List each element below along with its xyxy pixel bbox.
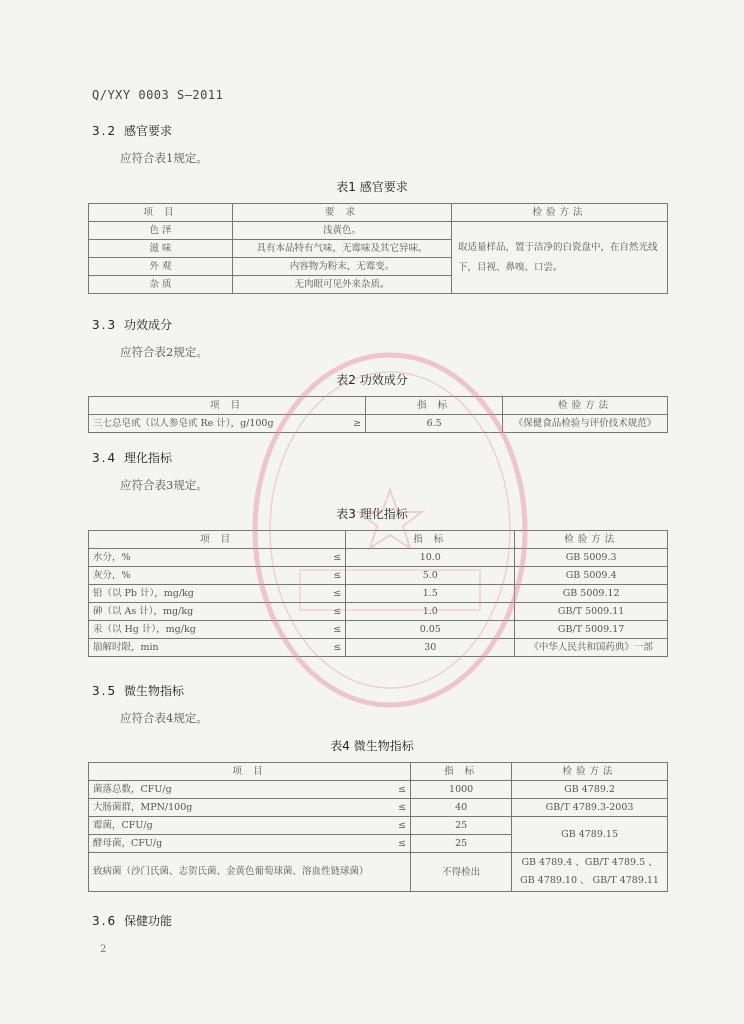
table-header-row xyxy=(89,397,668,415)
table-cell: 内容物为粉末，无霉变。 xyxy=(233,258,452,276)
col-header-method: 检验方法 xyxy=(452,204,668,222)
table-cell: 无肉眼可见外来杂质。 xyxy=(233,276,452,294)
table-cell: 25 xyxy=(411,835,512,853)
table-cell-operator: ≤ xyxy=(382,817,411,835)
table-cell: 汞（以 Hg 计），mg/kg xyxy=(89,621,318,639)
table3-caption: 表3 理化指标 xyxy=(336,507,408,521)
table-row xyxy=(89,222,668,240)
table-row xyxy=(89,853,668,892)
document-header: Q/YXY 0003 S—2011 xyxy=(92,88,224,102)
table-cell: 《保健食品检验与评价技术规范》 xyxy=(503,415,668,433)
table-cell: 三七总皂甙（以人参皂甙 Re 计），g/100g xyxy=(89,415,338,433)
col-header-item: 项 目 xyxy=(89,531,346,549)
table-cell: 酵母菌，CFU/g xyxy=(89,835,383,853)
table-cell-operator: ≤ xyxy=(382,835,411,853)
table-row xyxy=(89,639,668,657)
table-cell: 25 xyxy=(411,817,512,835)
section-title: 保健功能 xyxy=(124,914,173,928)
col-header-item: 项 目 xyxy=(89,763,411,781)
section-number: 3.2 xyxy=(92,124,118,138)
table4-caption: 表4 微生物指标 xyxy=(330,739,414,753)
table-cell: 不得检出 xyxy=(411,853,512,892)
table-cell: 1.5 xyxy=(346,585,515,603)
table-cell: 40 xyxy=(411,799,512,817)
col-header-item: 项 目 xyxy=(89,397,366,415)
table-cell: 菌落总数，CFU/g xyxy=(89,781,383,799)
table-cell: 0.05 xyxy=(346,621,515,639)
table-cell: 灰分，% xyxy=(89,567,318,585)
table-cell-operator: ≤ xyxy=(317,549,346,567)
col-header-requirement: 要 求 xyxy=(233,204,452,222)
page-number: 2 xyxy=(100,944,107,955)
section-number: 3.3 xyxy=(92,318,118,332)
table-cell: 铅（以 Pb 计），mg/kg xyxy=(89,585,318,603)
table-cell: 滋 味 xyxy=(89,240,233,258)
section-3-3-text: 应符合表2规定。 xyxy=(120,345,208,359)
table3-physicochemical xyxy=(88,530,668,657)
table-cell: 杂 质 xyxy=(89,276,233,294)
table-cell-operator: ≤ xyxy=(317,639,346,657)
section-3-2-heading xyxy=(92,122,172,139)
col-header-method: 检验方法 xyxy=(515,531,668,549)
table-cell: 霉菌，CFU/g xyxy=(89,817,383,835)
section-title: 理化指标 xyxy=(124,451,173,465)
table4-microbiological xyxy=(88,762,668,892)
table-row xyxy=(89,621,668,639)
table1-method-cell: 取适量样品，置于洁净的白瓷盘中，在自然光线下，目视、鼻嗅、口尝。 xyxy=(452,222,668,294)
table1-sensory xyxy=(88,203,668,294)
section-number: 3.4 xyxy=(92,451,118,465)
method-line: GB 4789.4 、GB/T 4789.5 、 xyxy=(521,857,658,868)
table-row xyxy=(89,567,668,585)
section-3-6-heading xyxy=(92,912,172,929)
table2-caption: 表2 功效成分 xyxy=(336,373,408,387)
table-cell: 砷（以 As 计），mg/kg xyxy=(89,603,318,621)
section-3-3-heading xyxy=(92,316,172,333)
table-cell: 色 泽 xyxy=(89,222,233,240)
table-cell: 6.5 xyxy=(366,415,503,433)
table-cell: GB/T 5009.17 xyxy=(515,621,668,639)
table-cell: 1.0 xyxy=(346,603,515,621)
table-header-row xyxy=(89,531,668,549)
table-cell: 致病菌（沙门氏菌、志贺氏菌、金黄色葡萄球菌、溶血性链球菌） xyxy=(89,853,411,892)
table-cell: 5.0 xyxy=(346,567,515,585)
table-cell: 水分，% xyxy=(89,549,318,567)
table-cell-operator: ≥ xyxy=(337,415,366,433)
table-cell-operator: ≤ xyxy=(317,603,346,621)
table-cell-operator: ≤ xyxy=(317,621,346,639)
section-title: 感官要求 xyxy=(124,124,173,138)
table-cell: 10.0 xyxy=(346,549,515,567)
table-cell: 《中华人民共和国药典》一部 xyxy=(515,639,668,657)
section-3-5-heading xyxy=(92,682,184,699)
table-row xyxy=(89,549,668,567)
table-cell: 30 xyxy=(346,639,515,657)
section-3-5-text: 应符合表4规定。 xyxy=(120,711,208,725)
section-3-2-text: 应符合表1规定。 xyxy=(120,151,208,165)
section-number: 3.6 xyxy=(92,914,118,928)
table-cell: 具有本品特有气味，无霉味及其它异味。 xyxy=(233,240,452,258)
table-row xyxy=(89,415,668,433)
table-cell: GB 4789.15 xyxy=(512,817,668,853)
section-title: 微生物指标 xyxy=(124,684,185,698)
table-cell-operator: ≤ xyxy=(382,781,411,799)
table-cell: 大肠菌群，MPN/100g xyxy=(89,799,383,817)
table-cell: 1000 xyxy=(411,781,512,799)
col-header-index: 指 标 xyxy=(366,397,503,415)
table-cell-operator: ≤ xyxy=(382,799,411,817)
section-3-4-text: 应符合表3规定。 xyxy=(120,478,208,492)
table-row xyxy=(89,603,668,621)
table-cell: GB 5009.3 xyxy=(515,549,668,567)
col-header-method: 检验方法 xyxy=(503,397,668,415)
table-cell-pathogen-method xyxy=(512,853,668,892)
method-line: GB 4789.10 、 GB/T 4789.11 xyxy=(520,875,659,886)
table-cell: GB/T 4789.3-2003 xyxy=(512,799,668,817)
table-cell: GB 4789.2 xyxy=(512,781,668,799)
table-row xyxy=(89,781,668,799)
table-cell: GB 5009.4 xyxy=(515,567,668,585)
table-header-row xyxy=(89,204,668,222)
table-row xyxy=(89,817,668,835)
col-header-index: 指 标 xyxy=(346,531,515,549)
section-3-4-heading xyxy=(92,449,172,466)
col-header-method: 检验方法 xyxy=(512,763,668,781)
section-number: 3.5 xyxy=(92,684,118,698)
col-header-index: 指 标 xyxy=(411,763,512,781)
table2-functional-component xyxy=(88,396,668,433)
table-cell-operator: ≤ xyxy=(317,585,346,603)
table-cell-operator: ≤ xyxy=(317,567,346,585)
table-header-row xyxy=(89,763,668,781)
table-row xyxy=(89,585,668,603)
section-title: 功效成分 xyxy=(124,318,173,332)
table-cell: 外 观 xyxy=(89,258,233,276)
col-header-item: 项 目 xyxy=(89,204,233,222)
table1-caption: 表1 感官要求 xyxy=(336,180,408,194)
table-cell: GB/T 5009.11 xyxy=(515,603,668,621)
table-row xyxy=(89,799,668,817)
table-cell: 崩解时限，min xyxy=(89,639,318,657)
table-cell: GB 5009.12 xyxy=(515,585,668,603)
table-cell: 浅黄色。 xyxy=(233,222,452,240)
